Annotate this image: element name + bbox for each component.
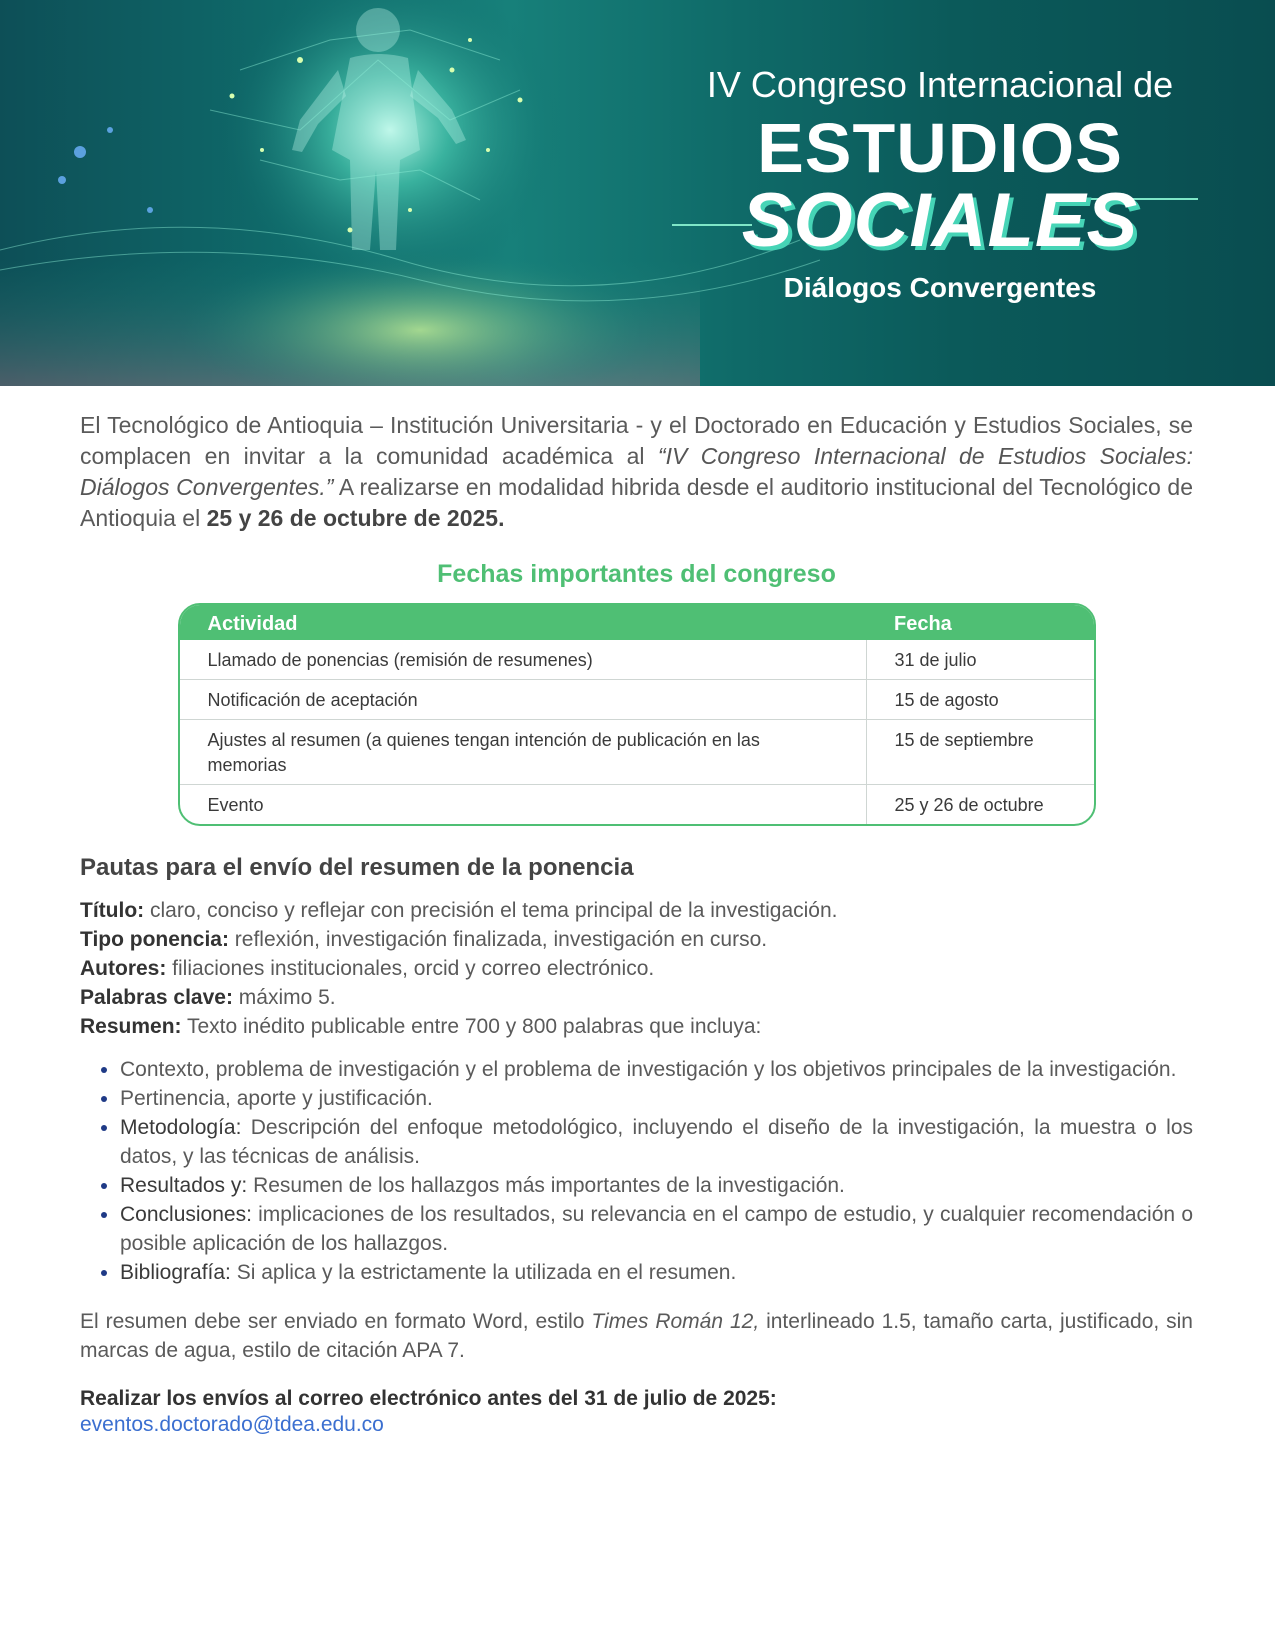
table-row <box>180 680 1094 720</box>
field-label: Título: <box>80 899 145 922</box>
intro-event-name: “IV Congreso Internacional de Estudios Sociales: Diálogos Convergentes.” <box>80 443 1193 500</box>
activity-cell: Notificación de aceptación <box>180 680 867 720</box>
table-header-row <box>180 605 1094 640</box>
item-label: Resultados y: <box>120 1174 248 1197</box>
item-text: Si aplica y la estrictamente la utilizada en el resumen. <box>230 1261 737 1284</box>
title-line-social: SOCIALES <box>741 178 1139 263</box>
format-text-1: El resumen debe ser enviado en formato Word, estilo <box>80 1310 592 1333</box>
item-text: Pertinencia, aporte y justificación. <box>120 1087 433 1110</box>
activity-cell: Evento <box>180 785 867 825</box>
dates-section-title: Fechas importantes del congreso <box>437 560 836 588</box>
item-text: Descripción del enfoque metodológico, incluyendo el diseño de la investigación, la muestra o los datos, y las técnicas de análisis. <box>120 1116 1193 1168</box>
field-text: Texto inédito publicable entre 700 y 800 palabras que incluya: <box>181 1015 762 1038</box>
item-text: implicaciones de los resultados, su relevancia en el campo de estudio, y cualquier recomendación o posible aplicación de los hallazgos. <box>120 1203 1193 1255</box>
field-abstract <box>80 1012 1193 1041</box>
item-label: Bibliografía: <box>120 1261 231 1284</box>
format-text-2: interlineado 1.5, tamaño carta, justificado, sin marcas de agua, estilo de citación APA 7. <box>80 1310 1193 1362</box>
field-authors <box>80 954 1193 983</box>
format-font: Times Román 12, <box>591 1310 760 1333</box>
field-text: reflexión, investigación finalizada, investigación en curso. <box>228 928 768 951</box>
field-label: Autores: <box>80 957 167 980</box>
header-banner <box>0 0 1275 386</box>
submission-email-link[interactable]: eventos.doctorado@tdea.edu.co <box>80 1413 384 1436</box>
table-row <box>180 720 1094 785</box>
field-text: máximo 5. <box>232 986 336 1009</box>
date-cell: 25 y 26 de octubre <box>866 785 1094 825</box>
item-label: Conclusiones: <box>120 1203 252 1226</box>
intro-event-date: 25 y 26 de octubre de 2025. <box>206 505 505 531</box>
column-header-activity: Actividad <box>180 605 867 640</box>
title-line-subtitle: Diálogos Convergentes <box>783 272 1097 303</box>
intro-paragraph <box>80 410 1193 534</box>
table-row <box>180 785 1094 825</box>
item-text: Resumen de los hallazgos más importantes de la investigación. <box>247 1174 845 1197</box>
field-type <box>80 925 1193 954</box>
main-content <box>80 410 1193 1437</box>
dates-table <box>178 603 1096 826</box>
date-cell: 15 de septiembre <box>866 720 1094 785</box>
activity-cell: Ajustes al resumen (a quienes tengan intención de publicación en las memorias <box>180 720 867 785</box>
date-cell: 31 de julio <box>894 650 977 670</box>
submission-deadline: Realizar los envíos al correo electrónico antes del 31 de julio de 2025: <box>80 1387 777 1410</box>
item-text: Contexto, problema de investigación y el problema de investigación y los objetivos principales de la investigación. <box>120 1058 1177 1081</box>
intro-text-2: A realizarse en modalidad hibrida desde el auditorio institucional del Tecnológico de Antioquia el <box>80 474 1193 531</box>
list-item <box>120 1113 1193 1171</box>
intro-text-1: El Tecnológico de Antioquia – Institución Universitaria - y el Doctorado en Educación y Estudios Sociales, se complacen en invitar a la comunidad académica al <box>80 412 1193 469</box>
field-label: Tipo ponencia: <box>80 928 229 951</box>
field-label: Palabras clave: <box>80 986 233 1009</box>
table-row <box>180 640 1094 680</box>
format-instructions <box>80 1307 1193 1365</box>
event-title <box>680 64 1200 304</box>
activity-cell: Llamado de ponencias (remisión de resumenes) <box>180 640 867 680</box>
guidelines-fields <box>80 896 1193 1041</box>
title-line-congress: IV Congreso Internacional de <box>706 64 1174 105</box>
guidelines-title: Pautas para el envío del resumen de la ponencia <box>80 854 634 881</box>
field-label: Resumen: <box>80 1015 182 1038</box>
title-line-studies: ESTUDIOS <box>757 109 1123 187</box>
list-item <box>120 1200 1193 1258</box>
abstract-requirements-list <box>80 1055 1193 1287</box>
list-item <box>120 1171 1193 1200</box>
date-cell: 15 de agosto <box>866 680 1094 720</box>
list-item <box>120 1258 1193 1287</box>
item-label: Metodología: <box>120 1116 242 1139</box>
list-item <box>120 1055 1193 1084</box>
list-item <box>120 1084 1193 1113</box>
column-header-date: Fecha <box>866 605 1094 640</box>
field-text: claro, conciso y reflejar con precisión el tema principal de la investigación. <box>144 899 838 922</box>
field-text: filiaciones institucionales, orcid y correo electrónico. <box>166 957 655 980</box>
field-title <box>80 896 1193 925</box>
field-keywords <box>80 983 1193 1012</box>
